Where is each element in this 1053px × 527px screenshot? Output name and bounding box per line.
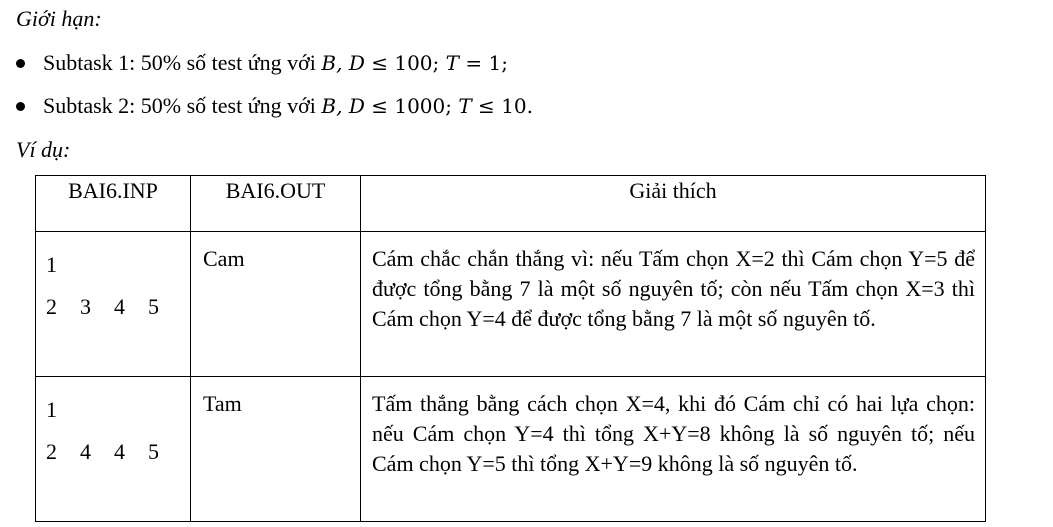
input-line: 1 <box>46 252 57 277</box>
header-output-file: BAI6.OUT <box>191 176 361 232</box>
input-line: 1 <box>46 397 57 422</box>
math-bound: 1000 <box>394 94 446 118</box>
input-cell <box>36 377 191 522</box>
input-cell <box>36 232 191 377</box>
math-end: ; <box>501 51 508 75</box>
bullet-icon <box>16 102 25 111</box>
explanation-cell: Tấm thắng bằng cách chọn X=4, khi đó Cám chỉ có hai lựa chọn: nếu Cám chọn Y=4 thì tổng X+Y=8 không là số nguyên tố; nếu Cám chọn Y=5 thì tổng X+Y=9 không là số nguyên tố. <box>361 377 986 522</box>
math-var: T <box>445 51 459 75</box>
math-end: . <box>526 94 533 118</box>
math-vars: B, D <box>321 94 365 118</box>
input-line: 2 4 4 5 <box>46 439 159 464</box>
subtask-label: Subtask 1: 50% số test ứng với <box>43 50 322 75</box>
example-heading: Ví dụ: <box>16 137 71 162</box>
bullet-icon <box>16 59 25 68</box>
math-bound: 10 <box>501 94 527 118</box>
math-relation: ≤ <box>471 94 502 118</box>
subtask-text <box>43 49 508 77</box>
math-var: T <box>458 94 472 118</box>
math-separator: ; <box>445 94 459 118</box>
header-explanation: Giải thích <box>361 176 986 232</box>
output-cell: Tam <box>191 377 361 522</box>
math-separator: ; <box>432 51 446 75</box>
table-row <box>36 232 986 377</box>
header-input-file: BAI6.INP <box>36 176 191 232</box>
math-relation: ≤ <box>364 94 395 118</box>
table-header-row <box>36 176 986 232</box>
math-vars: B, D <box>321 51 365 75</box>
explanation-cell: Cám chắc chắn thắng vì: nếu Tấm chọn X=2 thì Cám chọn Y=5 để được tổng bằng 7 là một số nguyên tố; còn nếu Tấm chọn X=3 thì Cám chọn Y=4 để được tổng bằng 7 là một số nguyên tố. <box>361 232 986 377</box>
math-relation: ≤ <box>364 51 395 75</box>
subtask-label: Subtask 2: 50% số test ứng với <box>43 93 322 118</box>
input-line: 2 3 4 5 <box>46 294 159 319</box>
table-row <box>36 377 986 522</box>
math-bound: 1 <box>488 51 502 75</box>
limits-heading: Giới hạn: <box>16 6 102 31</box>
subtask-text <box>43 92 533 120</box>
math-relation: = <box>458 51 489 75</box>
math-bound: 100 <box>394 51 433 75</box>
example-table <box>35 175 986 522</box>
output-cell: Cam <box>191 232 361 377</box>
